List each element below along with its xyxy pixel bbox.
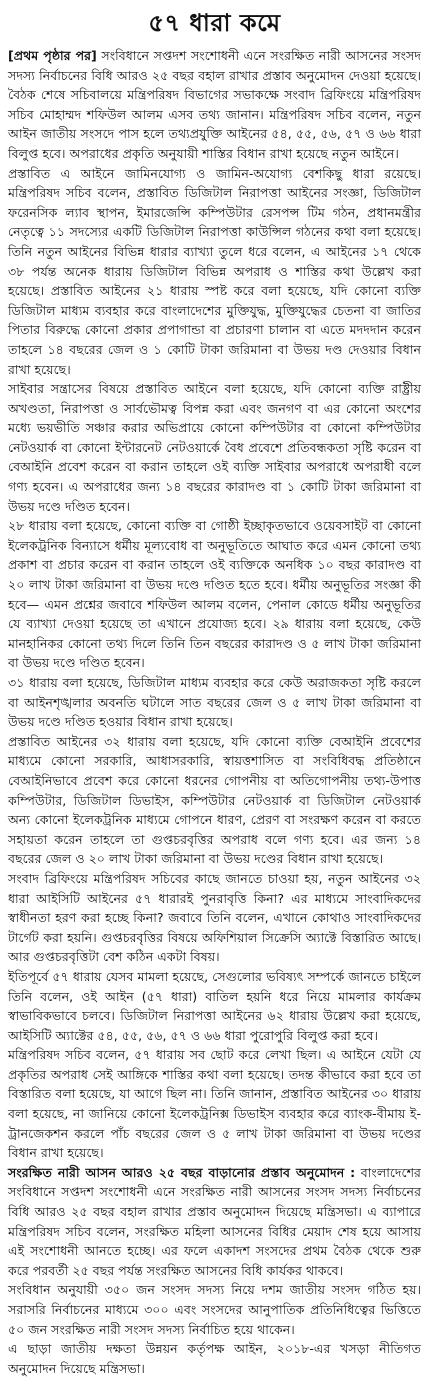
paragraph-8: ইতিপূর্বে ৫৭ ধারায় যেসব মামলা হয়েছে, সেগুলোর ভবিষ্যৎ সম্পর্কে জানতে চাইলে তিনি বলেন, ওই আইন (৫৭ ধারা) বাতিল হয়নি ধরে নিয়ে মামলার কার্যক্রম স্বাভাবিকভাবে চলবে। ডিজিটাল নিরাপত্তা আইনের ৬২ ধারায় উল্লেখ করা হয়েছে, আইসিটি অ্যাক্টের ৫৪, ৫৫, ৫৬, ৫৭ ও ৬৬ ধারা পুরোপুরি বিলুপ্ত করা হবে। [8, 968, 421, 1043]
closing-paragraph-2: এ ছাড়া জাতীয় দক্ষতা উন্নয়ন কর্তৃপক্ষ আইন, ২০১৮-এর খসড়া নীতিগত অনুমোদন দিয়েছে মন্ত্রিসভা। [8, 1341, 421, 1376]
subhead-paragraph [8, 1163, 421, 1281]
subhead-paragraph-text: বাংলাদেশের সংবিধানে সপ্তদশ সংশোধনী এনে সংরক্ষিত নারী আসনের সংসদ সদস্য নির্বাচনের বিধি আরও ২৫ বছর বহাল রাখার প্রস্তাব অনুমোদন দিয়েছে মন্ত্রিসভা। এ ব্যাপারে মন্ত্রিপরিষদ সচিব বলেন, সংরক্ষিত মহিলা আসনের বিধির মেয়াদ শেষ হয়ে আসায় এই সংশোধনী আনতে হচ্ছে। এর ফলে একাদশ সংসদের প্রথম বৈঠক থেকে শুরু করে পরবর্তী ২৫ বছর পর্যন্ত সংরক্ষিত আসনের বিধি কার্যকর থাকবে। [8, 1164, 421, 1278]
paragraph-1 [8, 46, 421, 164]
continuation-tag: [প্রথম পৃষ্ঠার পর] [8, 48, 97, 63]
article-body [8, 46, 421, 1378]
subhead: সংরক্ষিত নারী আসন আরও ২৫ বছর বাড়ানোর প্রস্তাব অনুমোদন : [8, 1164, 356, 1180]
headline: ৫৭ ধারা কমে [148, 9, 281, 37]
paragraph-2: প্রস্তাবিত এ আইনে জামিনযোগ্য ও জামিন-অযোগ্য বেশকিছু ধারা রয়েছে। মন্ত্রিপরিষদ সচিব বলেন, প্রস্তাবিত ডিজিটাল নিরাপত্তা আইনের সংজ্ঞা, ডিজিটাল ফরেনসিক ল্যাব স্থাপন, ইমারজেন্সি কম্পিউটার রেসপন্স টিম গঠন, প্রধানমন্ত্রীর নেতৃত্বে ১১ সদস্যের একটি ডিজিটাল নিরাপত্তা কাউন্সিল গঠনের কথা বলা হয়েছে। তিনি নতুন আইনের বিভিন্ন ধারার ব্যাখ্যা তুলে ধরে বলেন, এ আইনের ১৭ থেকে ৩৮ পর্যন্ত অনেক ধারায় ডিজিটাল বিভিন্ন অপরাধ ও শাস্তির কথা উল্লেখ করা হয়েছে। প্রস্তাবিত আইনের ২১ ধারায় স্পষ্ট করে বলা হয়েছে, যদি কোনো ব্যক্তি ডিজিটাল মাধ্যম ব্যবহার করে বাংলাদেশের মুক্তিযুদ্ধ, মুক্তিযুদ্ধের চেতনা বা জাতির পিতার বিরুদ্ধে কোনো প্রকার প্রপাগান্ডা বা প্রচারণা চালান বা এতে মদদদান করেন তাহলে ১৪ বছরের জেল ও ১ কোটি টাকা জরিমানা বা উভয় দণ্ড দেওয়ার বিধান রাখা হয়েছে। [8, 165, 421, 377]
paragraph-5: ৩১ ধারায় বলা হয়েছে, ডিজিটাল মাধ্যম ব্যবহার করে কেউ অরাজকতা সৃষ্টি করলে বা আইনশৃঙ্খলার অবনতি ঘটালে সাত বছরের জেল ও ৫ লাখ টাকা জরিমানা বা উভয় দণ্ডে দণ্ডিত হওয়ার বিধান রাখা হয়েছে। [8, 675, 421, 730]
paragraph-6: প্রস্তাবিত আইনের ৩২ ধারায় বলা হয়েছে, যদি কোনো ব্যক্তি বেআইনি প্রবেশের মাধ্যমে কোনো সরকারি, আধাসরকারি, স্বায়ত্তশাসিত বা সংবিধিবদ্ধ প্রতিষ্ঠানে বেআইনিভাবে প্রবেশ করে কোনো ধরনের গোপনীয় বা অতিগোপনীয় তথ্য-উপাত্ত কম্পিউটার, ডিজিটাল ডিভাইস, কম্পিউটার নেটওয়ার্ক বা ডিজিটাল নেটওয়ার্ক অন্য কোনো ইলেকট্রনিক মাধ্যমে গোপনে ধারণ, প্রেরণ বা সংরক্ষণ করেন বা করতে সহায়তা করেন তাহলে তা গুপ্তচরবৃত্তির অপরাধ বলে গণ্য হবে। এর জন্য ১৪ বছরের জেল ও ২০ লাখ টাকা জরিমানা বা উভয় দণ্ডের বিধান রাখা হয়েছে। [8, 733, 421, 867]
closing-paragraph-1: সংবিধান অনুযায়ী ৩৫০ জন সংসদ সদস্য নিয়ে দশম জাতীয় সংসদ গঠিত হয়। সরাসরি নির্বাচনের মাধ্যমে ৩০০ এবং সংসদের আনুপাতিক প্রতিনিধিত্বের ভিত্তিতে ৫০ জন সংরক্ষিত নারী সংসদ সদস্য নির্বাচিত হয়ে থাকেন। [8, 1282, 421, 1337]
paragraph-7: সংবাদ ব্রিফিংয়ে মন্ত্রিপরিষদ সচিবের কাছে জানতে চাওয়া হয়, নতুন আইনের ৩২ ধারা আইসিটি আইনের ৫৭ ধারারই পুনরাবৃত্তি কিনা? এর মাধ্যমে সাংবাদিকদের স্বাধীনতা হরণ করা হচ্ছে কিনা? জবাবে তিনি বলেন, এখানে কোথাও সাংবাদিকদের টার্গেট করা হয়নি। গুপ্তচরবৃত্তির বিষয়ে অফিশিয়াল সিক্রেসি অ্যাক্টে বিস্তারিত আছে। আর গুপ্তচরবৃত্তিটা বেশ কঠিন একটা বিষয়। [8, 870, 421, 965]
paragraph-4: ২৮ ধারায় বলা হয়েছে, কোনো ব্যক্তি বা গোষ্ঠী ইচ্ছাকৃতভাবে ওয়েবসাইট বা কোনো ইলেকট্রনিক বিন্যাসে ধর্মীয় মূল্যবোধ বা অনুভূতিতে আঘাত করে এমন কোনো তথ্য প্রকাশ বা প্রচার করেন বা করান তাহলে ওই ব্যক্তিকে অনধিক ১০ বছর কারাদণ্ড বা ২০ লাখ টাকা জরিমানা বা উভয় দণ্ডে দণ্ডিত হতে হবে। ধর্মীয় অনুভূতির সংজ্ঞা কী হবে— এমন প্রশ্নের জবাবে শফিউল আলম বলেন, পেনাল কোডে ধর্মীয় অনুভূতির যে ব্যাখ্যা দেওয়া হয়েছে তা এখানে প্রযোজ্য হবে। ২৯ ধারায় বলা হয়েছে, কেউ মানহানিকর কোনো তথ্য দিলে তিনি তিন বছরের কারাদণ্ড ও ৫ লাখ টাকা জরিমানা বা উভয় দণ্ডে দণ্ডিত হবেন। [8, 518, 421, 671]
paragraph-9: মন্ত্রিপরিষদ সচিব বলেন, ৫৭ ধারায় সব ছোট করে লেখা ছিল। এ আইনে যেটা যে প্রকৃতির অপরাধ সেই আঙ্গিকে শাস্তির কথা বলা হয়েছে। তদন্ত কীভাবে করা হবে তা বিস্তারিত বলা হয়েছে, যা আগে ছিল না। তিনি জানান, প্রস্তাবিত আইনের ৩০ ধারায় বলা হয়েছে, না জানিয়ে কোনো ইলেকট্রনিক্স ডিভাইস ব্যবহার করে ব্যাংক-বীমায় ই-ট্রানজেকশন করলে পাঁচ বছরের জেল ও ৫ লাখ টাকা জরিমানা বা উভয় দণ্ডের বিধান রাখা হয়েছে। [8, 1047, 421, 1161]
paragraph-1-text: সংবিধানে সপ্তদশ সংশোধনী এনে সংরক্ষিত নারী আসনের সংসদ সদস্য নির্বাচনের বিধি আরও ২৫ বছর বহাল রাখার প্রস্তাব অনুমোদন দেওয়া হয়েছে। বৈঠক শেষে সচিবালয়ে মন্ত্রিপরিষদ বিভাগের সভাকক্ষে সংবাদ ব্রিফিংয়ে মন্ত্রিপরিষদ সচিব মোহাম্মদ শফিউল আলম এসব তথ্য জানান। মন্ত্রিপরিষদ সচিব বলেন, নতুন আইন জাতীয় সংসদে পাস হলে তথ্যপ্রযুক্তি আইনের ৫৪, ৫৫, ৫৬, ৫৭ ও ৬৬ ধারা বিলুপ্ত হবে। অপরাধের প্রকৃতি অনুযায়ী শাস্তির বিধান রাখা হয়েছে নতুন আইনে। [8, 48, 421, 161]
paragraph-3: সাইবার সন্ত্রাসের বিষয়ে প্রস্তাবিত আইনে বলা হয়েছে, যদি কোনো ব্যক্তি রাষ্ট্রীয় অখণ্ডতা, নিরাপত্তা ও সার্বভৌমত্ব বিপন্ন করা এবং জনগণ বা এর কোনো অংশের মধ্যে ভয়ভীতি সঞ্চার করার অভিপ্রায়ে কোনো কম্পিউটার বা কোনো কম্পিউটার নেটওয়ার্ক বা কোনো ইন্টারনেট নেটওয়ার্কে বৈধ প্রবেশে প্রতিবন্ধকতা সৃষ্টি করেন বা বেআইনি প্রবেশ করেন বা করান তাহলে ওই ব্যক্তি সাইবার অপরাধে অপরাধী বলে গণ্য হবেন। এ অপরাধের জন্য ১৪ বছরের কারাদণ্ড বা ১ কোটি টাকা জরিমানা বা উভয় দণ্ডে দণ্ডিত হবেন। [8, 381, 421, 514]
